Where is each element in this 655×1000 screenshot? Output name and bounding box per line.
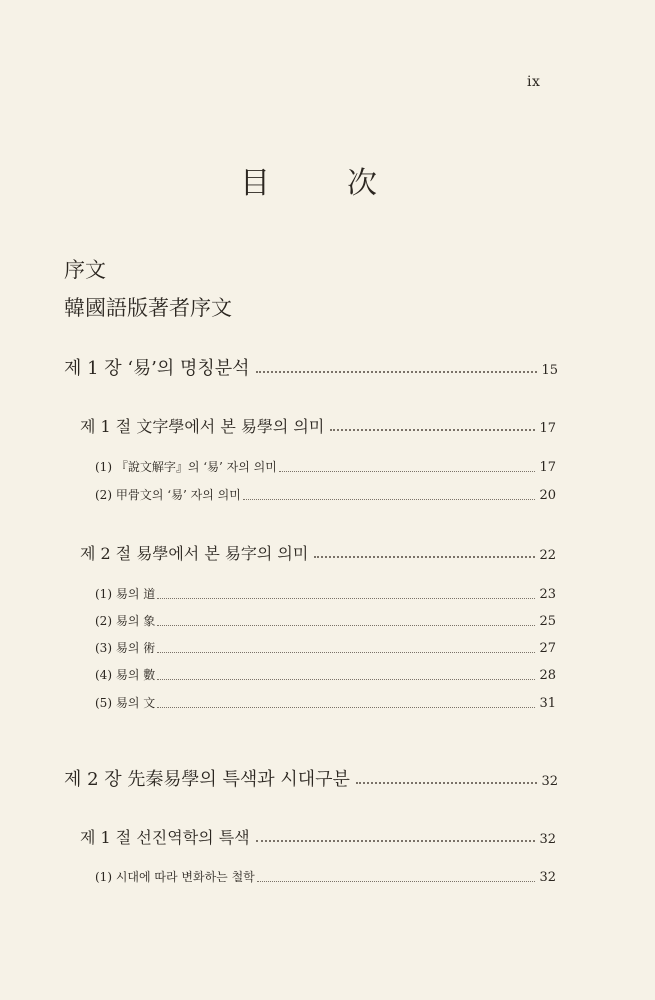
dot-leader	[330, 428, 535, 431]
toc-page: 23	[539, 587, 556, 602]
dot-leader	[356, 781, 538, 784]
toc-section	[80, 541, 556, 564]
toc-page: 32	[541, 774, 558, 789]
dot-leader	[314, 555, 535, 558]
toc-item	[95, 694, 556, 711]
toc-page: 32	[539, 832, 556, 847]
toc-label: (3) 易의 術	[95, 641, 156, 655]
toc-label: (1) 시대에 따라 변화하는 철학	[95, 870, 255, 884]
title-char-right: 次	[347, 166, 377, 201]
toc-chapter-1	[64, 354, 558, 380]
page-number: ix	[527, 74, 541, 90]
toc-label: (4) 易의 數	[95, 668, 156, 682]
toc-label: (2) 易의 象	[95, 614, 156, 628]
dot-leader	[256, 839, 536, 842]
toc-label: (5) 易의 文	[95, 696, 156, 710]
dot-leader	[256, 370, 538, 373]
toc-page: 25	[539, 614, 556, 629]
toc-page: 27	[539, 641, 556, 656]
dot-leader	[279, 470, 536, 472]
dot-leader	[157, 624, 535, 626]
dot-leader	[257, 880, 536, 882]
toc-label: (2) 甲骨文의 ‘易’ 자의 의미	[95, 488, 241, 502]
toc-label: 제 1 장 ‘易’의 명칭분석	[64, 358, 250, 379]
dot-leader	[157, 651, 535, 653]
toc-page: 22	[539, 548, 556, 563]
toc-label: 제 2 절 易學에서 본 易字의 의미	[80, 544, 309, 563]
toc-item	[95, 486, 556, 503]
toc-item	[95, 458, 556, 475]
dot-leader	[157, 597, 535, 599]
toc-item	[95, 612, 556, 629]
page-title	[0, 158, 655, 201]
toc-item	[95, 639, 556, 656]
toc-label: 제 1 절 선진역학의 특색	[80, 828, 250, 847]
toc-section	[80, 414, 556, 437]
toc-page: 31	[539, 696, 556, 711]
toc-label: (1) 『說文解字』의 ‘易’ 자의 의미	[95, 460, 277, 474]
toc-label: (1) 易의 道	[95, 587, 156, 601]
toc-page: 32	[539, 870, 556, 885]
toc-chapter-2	[64, 765, 558, 791]
dot-leader	[157, 678, 535, 680]
korean-preface-entry: 韓國語版著者序文	[64, 296, 232, 320]
toc-item	[95, 868, 556, 885]
toc-label: 제 1 절 文字學에서 본 易學의 의미	[80, 417, 325, 436]
toc-page: 28	[539, 668, 556, 683]
toc-page: 15	[541, 363, 558, 378]
toc-item	[95, 666, 556, 683]
toc-page: 17	[539, 421, 556, 436]
toc-page: 17	[539, 460, 556, 475]
preface-entry: 序文	[64, 258, 106, 282]
title-char-left: 目	[240, 166, 270, 201]
toc-item	[95, 585, 556, 602]
toc-label: 제 2 장 先秦易學의 특색과 시대구분	[64, 769, 350, 790]
toc-section	[80, 825, 556, 848]
dot-leader	[243, 498, 536, 500]
toc-page: 20	[539, 488, 556, 503]
dot-leader	[157, 706, 535, 708]
